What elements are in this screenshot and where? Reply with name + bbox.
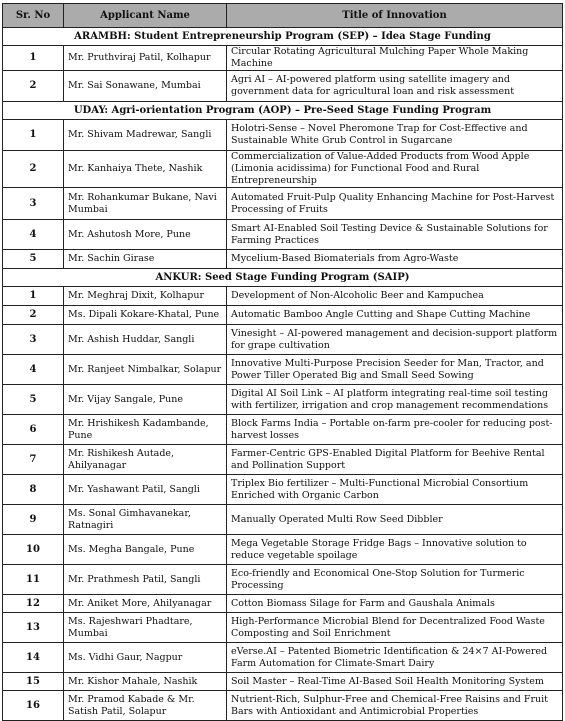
- sr-no-cell: 2: [3, 71, 64, 102]
- applicant-name-cell: Ms. Megha Bangale, Pune: [64, 535, 227, 565]
- table-row: [3, 287, 563, 306]
- applicant-name-cell: Mr. Rishikesh Autade, Ahilyanagar: [64, 445, 227, 475]
- innovation-title-cell: Mycelium-Based Biomaterials from Agro-Waste: [227, 250, 563, 269]
- applicant-name-cell: Ms. Vidhi Gaur, Nagpur: [64, 643, 227, 673]
- header-title-of-innovation: Title of Innovation: [227, 4, 563, 28]
- applicant-name-cell: Mr. Meghraj Dixit, Kolhapur: [64, 287, 227, 306]
- table-row: [3, 415, 563, 445]
- table-row: [3, 445, 563, 475]
- sr-no-cell: 1: [3, 120, 64, 151]
- innovation-title-cell: Cotton Biomass Silage for Farm and Gaushala Animals: [227, 595, 563, 613]
- innovation-title-cell: Automated Fruit-Pulp Quality Enhancing Machine for Post-Harvest Processing of Fruits: [227, 188, 563, 220]
- sr-no-cell: 14: [3, 643, 64, 673]
- innovation-title-cell: Soil Master – Real-Time AI-Based Soil Health Monitoring System: [227, 673, 563, 691]
- applicant-name-cell: Mr. Sachin Girase: [64, 250, 227, 269]
- innovation-title-cell: eVerse.AI – Patented Biometric Identification & 24×7 AI-Powered Farm Automation for Climate-Smart Dairy: [227, 643, 563, 673]
- applicant-name-cell: Ms. Rajeshwari Phadtare, Mumbai: [64, 613, 227, 643]
- sr-no-cell: 2: [3, 306, 64, 325]
- sr-no-cell: 6: [3, 415, 64, 445]
- table-row: [3, 355, 563, 385]
- sr-no-cell: 15: [3, 673, 64, 691]
- innovation-title-cell: Nutrient-Rich, Sulphur-Free and Chemical-Free Raisins and Fruit Bars with Antioxidant and Antimicrobial Properties: [227, 691, 563, 721]
- sr-no-cell: 2: [3, 151, 64, 188]
- section-heading: UDAY: Agri-orientation Program (AOP) – Pre-Seed Stage Funding Program: [3, 102, 563, 120]
- sr-no-cell: 12: [3, 595, 64, 613]
- innovation-title-cell: Automatic Bamboo Angle Cutting and Shape Cutting Machine: [227, 306, 563, 325]
- sr-no-cell: 1: [3, 287, 64, 306]
- sr-no-cell: 4: [3, 355, 64, 385]
- innovation-title-cell: Innovative Multi-Purpose Precision Seeder for Man, Tractor, and Power Tiller Operated Big and Small Seed Sowing: [227, 355, 563, 385]
- sr-no-cell: 16: [3, 691, 64, 721]
- innovation-title-cell: Mega Vegetable Storage Fridge Bags – Innovative solution to reduce vegetable spoilage: [227, 535, 563, 565]
- table-row: [3, 188, 563, 220]
- sr-no-cell: 13: [3, 613, 64, 643]
- applicant-name-cell: Ms. Dipali Kokare-Khatal, Pune: [64, 306, 227, 325]
- header-row: [3, 4, 563, 28]
- table-row: [3, 595, 563, 613]
- innovation-title-cell: Commercialization of Value-Added Products from Wood Apple (Limonia acidissima) for Functional Food and Rural Entrepreneurship: [227, 151, 563, 188]
- applicant-name-cell: Mr. Hrishikesh Kadambande, Pune: [64, 415, 227, 445]
- applicant-name-cell: Mr. Shivam Madrewar, Sangli: [64, 120, 227, 151]
- sr-no-cell: 7: [3, 445, 64, 475]
- innovation-title-cell: Agri AI – AI-powered platform using satellite imagery and government data for agricultural loan and risk assessment: [227, 71, 563, 102]
- table-row: [3, 220, 563, 250]
- applicant-name-cell: Ms. Sonal Gimhavanekar, Ratnagiri: [64, 505, 227, 535]
- table-row: [3, 505, 563, 535]
- innovation-title-cell: High-Performance Microbial Blend for Decentralized Food Waste Composting and Soil Enrichment: [227, 613, 563, 643]
- section-heading-row: [3, 269, 563, 287]
- sr-no-cell: 3: [3, 325, 64, 355]
- table-row: [3, 475, 563, 505]
- innovation-title-cell: Circular Rotating Agricultural Mulching Paper Whole Making Machine: [227, 46, 563, 71]
- applicant-name-cell: Mr. Pruthviraj Patil, Kolhapur: [64, 46, 227, 71]
- innovation-title-cell: Triplex Bio fertilizer – Multi-Functional Microbial Consortium Enriched with Organic Carbon: [227, 475, 563, 505]
- applicants-table: [2, 3, 563, 721]
- table-row: [3, 643, 563, 673]
- table-row: [3, 71, 563, 102]
- applicant-name-cell: Mr. Yashawant Patil, Sangli: [64, 475, 227, 505]
- table-row: [3, 385, 563, 415]
- applicant-name-cell: Mr. Ashutosh More, Pune: [64, 220, 227, 250]
- applicant-name-cell: Mr. Kanhaiya Thete, Nashik: [64, 151, 227, 188]
- sr-no-cell: 9: [3, 505, 64, 535]
- innovation-title-cell: Block Farms India – Portable on-farm pre-cooler for reducing post-harvest losses: [227, 415, 563, 445]
- innovation-title-cell: Manually Operated Multi Row Seed Dibbler: [227, 505, 563, 535]
- applicant-name-cell: Mr. Ashish Huddar, Sangli: [64, 325, 227, 355]
- table-row: [3, 250, 563, 269]
- applicant-name-cell: Mr. Kishor Mahale, Nashik: [64, 673, 227, 691]
- innovation-title-cell: Vinesight – AI-powered management and decision-support platform for grape cultivation: [227, 325, 563, 355]
- applicant-name-cell: Mr. Vijay Sangale, Pune: [64, 385, 227, 415]
- table-row: [3, 306, 563, 325]
- innovation-title-cell: Eco-friendly and Economical One-Stop Solution for Turmeric Processing: [227, 565, 563, 595]
- table-row: [3, 535, 563, 565]
- table-row: [3, 613, 563, 643]
- sr-no-cell: 5: [3, 250, 64, 269]
- applicant-name-cell: Mr. Pramod Kabade & Mr. Satish Patil, Solapur: [64, 691, 227, 721]
- table-row: [3, 120, 563, 151]
- table-body: [3, 28, 563, 721]
- innovation-title-cell: Holotri-Sense – Novel Pheromone Trap for Cost-Effective and Sustainable White Grub Control in Sugarcane: [227, 120, 563, 151]
- table-row: [3, 565, 563, 595]
- table-row: [3, 691, 563, 721]
- innovation-title-cell: Development of Non-Alcoholic Beer and Kampuchea: [227, 287, 563, 306]
- section-heading-row: [3, 28, 563, 46]
- table-row: [3, 151, 563, 188]
- sr-no-cell: 3: [3, 188, 64, 220]
- header-applicant-name: Applicant Name: [64, 4, 227, 28]
- section-heading: ARAMBH: Student Entrepreneurship Program (SEP) – Idea Stage Funding: [3, 28, 563, 46]
- sr-no-cell: 10: [3, 535, 64, 565]
- applicant-name-cell: Mr. Ranjeet Nimbalkar, Solapur: [64, 355, 227, 385]
- header-sr-no: Sr. No: [3, 4, 64, 28]
- sr-no-cell: 8: [3, 475, 64, 505]
- applicant-name-cell: Mr. Sai Sonawane, Mumbai: [64, 71, 227, 102]
- innovation-title-cell: Farmer-Centric GPS-Enabled Digital Platform for Beehive Rental and Pollination Support: [227, 445, 563, 475]
- applicant-name-cell: Mr. Rohankumar Bukane, Navi Mumbai: [64, 188, 227, 220]
- sr-no-cell: 5: [3, 385, 64, 415]
- table-row: [3, 325, 563, 355]
- innovation-title-cell: Smart AI-Enabled Soil Testing Device & Sustainable Solutions for Farming Practices: [227, 220, 563, 250]
- table-row: [3, 46, 563, 71]
- section-heading-row: [3, 102, 563, 120]
- applicant-name-cell: Mr. Aniket More, Ahilyanagar: [64, 595, 227, 613]
- section-heading: ANKUR: Seed Stage Funding Program (SAIP): [3, 269, 563, 287]
- sr-no-cell: 1: [3, 46, 64, 71]
- table-row: [3, 673, 563, 691]
- sr-no-cell: 11: [3, 565, 64, 595]
- innovation-title-cell: Digital AI Soil Link – AI platform integrating real-time soil testing with fertilizer, irrigation and crop management recommendations: [227, 385, 563, 415]
- sr-no-cell: 4: [3, 220, 64, 250]
- applicant-name-cell: Mr. Prathmesh Patil, Sangli: [64, 565, 227, 595]
